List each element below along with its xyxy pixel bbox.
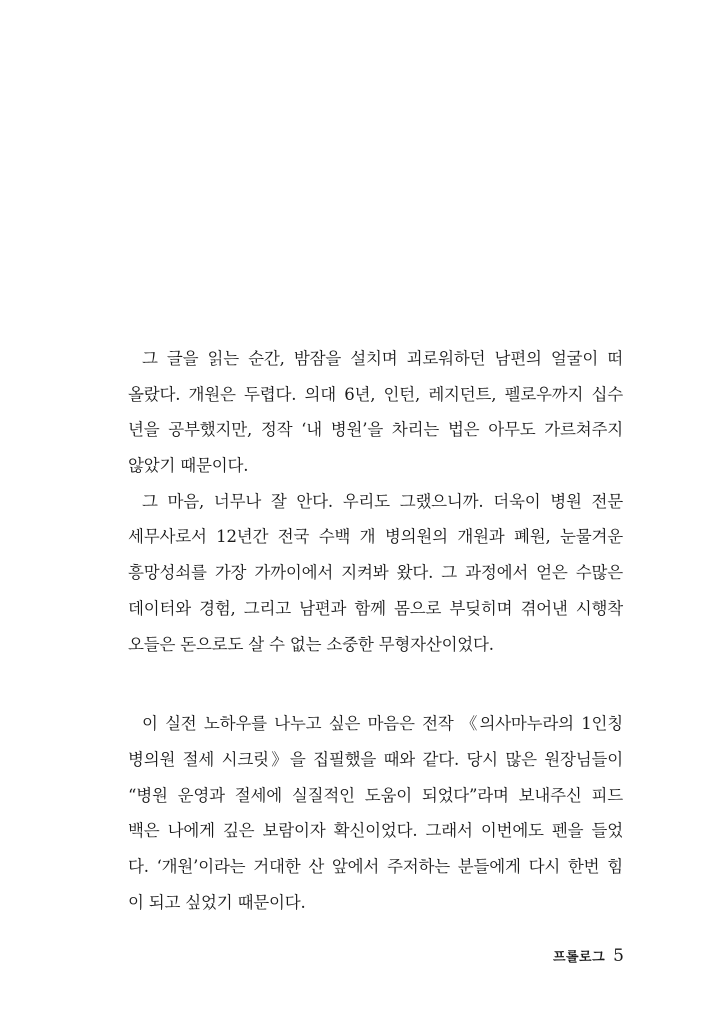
text-line: “병원 운영과 절세에 실질적인 도움이 되었다”라며 보내주신 피드 [128,785,623,805]
text-line: 이 되고 싶었기 때문이다. [128,892,306,912]
text-line: 않았기 때문이다. [128,456,249,476]
text-line: 흥망성쇠를 가장 가까이에서 지켜봐 왔다. 그 과정에서 얻은 수많은 [128,563,623,583]
text-line: 그 마음, 너무나 잘 안다. 우리도 그랬으니까. 더욱이 병원 전문 [142,491,623,511]
body-text [128,341,623,920]
page-footer [553,944,624,970]
text-line: 오들은 돈으로도 살 수 없는 소중한 무형자산이었다. [128,634,494,654]
text-line: 백은 나에게 깊은 보람이자 확신이었다. 그래서 이번에도 펜을 들었 [128,821,623,841]
page-number: 5 [613,946,624,966]
text-line: 올랐다. 개원은 두렵다. 의대 6년, 인턴, 레지던트, 펠로우까지 십수 [128,384,623,404]
text-line: 세무사로서 12년간 전국 수백 개 병의원의 개원과 폐원, 눈물겨운 [128,527,623,547]
text-line: 그 글을 읽는 순간, 밤잠을 설치며 괴로워하던 남편의 얼굴이 떠 [142,349,623,368]
text-line: 년을 공부했지만, 정작 ‘내 병원’을 차리는 법은 아무도 가르쳐주지 [128,420,623,440]
text-line: 병의원 절세 시크릿》을 집필했을 때와 같다. 당시 많은 원장님들이 [128,749,623,769]
text-line: 데이터와 경험, 그리고 남편과 함께 몸으로 부딪히며 겪어낸 시행착 [128,598,623,618]
text-line: 이 실전 노하우를 나누고 싶은 마음은 전작 《의사마누라의 1인칭 [142,714,623,734]
paragraph-gap [128,662,623,706]
text-line: 다. ‘개원’이라는 거대한 산 앞에서 주저하는 분들에게 다시 한번 힘 [128,856,623,876]
section-name: 프롤로그 [552,950,606,965]
